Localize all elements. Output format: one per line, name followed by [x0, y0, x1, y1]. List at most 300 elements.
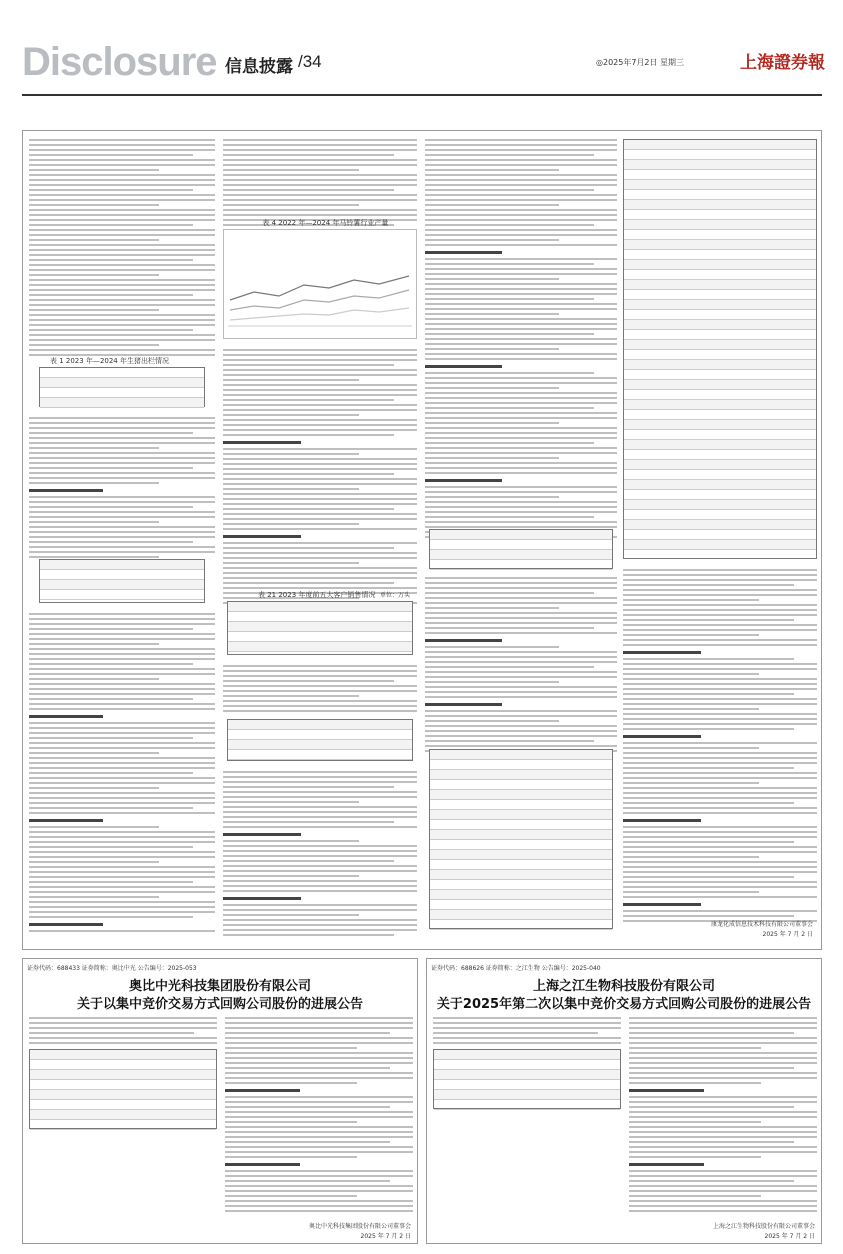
- table-row: [624, 210, 816, 220]
- text-line: [223, 572, 417, 574]
- text-line: [223, 359, 417, 361]
- notice-body-right: [225, 1017, 413, 1215]
- text-line: [425, 204, 559, 206]
- text-line: [223, 850, 417, 852]
- text-line: [223, 214, 417, 216]
- text-line: [425, 273, 617, 275]
- text-line: [225, 1072, 413, 1074]
- text-line: [623, 579, 817, 581]
- text-line: [623, 594, 817, 596]
- text-line: [29, 294, 193, 296]
- table-row: [624, 490, 816, 500]
- text-line: [29, 219, 215, 221]
- text-line: [29, 254, 215, 256]
- text-line: [29, 344, 159, 346]
- notice-left: [22, 958, 418, 1244]
- text-line: [29, 224, 193, 226]
- text-line: [433, 1022, 621, 1024]
- text-line: [223, 349, 417, 351]
- text-block: [425, 139, 617, 541]
- text-line: [623, 772, 817, 774]
- text-line: [223, 419, 417, 421]
- text-line: [425, 462, 617, 464]
- data-table: [39, 357, 205, 407]
- text-line: [425, 632, 617, 634]
- text-line: [29, 521, 159, 523]
- text-line: [223, 547, 394, 549]
- text-line: [29, 683, 215, 685]
- table-row: [624, 300, 816, 310]
- text-line: [29, 164, 215, 166]
- text-line: [29, 541, 193, 543]
- table-row: [624, 400, 816, 410]
- text-line: [223, 552, 417, 554]
- text-line: [223, 919, 417, 921]
- text-line: [623, 871, 817, 873]
- text-line: [223, 695, 359, 697]
- text-line: [225, 1121, 357, 1123]
- text-line: [223, 463, 417, 465]
- text-line: [29, 708, 215, 710]
- text-line: [29, 923, 103, 926]
- text-line: [225, 1111, 413, 1113]
- text-line: [223, 875, 359, 877]
- text-line: [629, 1101, 817, 1103]
- text-line: [623, 688, 817, 690]
- text-line: [623, 658, 794, 660]
- text-line: [29, 1027, 217, 1029]
- text-line: [425, 353, 617, 355]
- text-line: [29, 482, 159, 484]
- text-line: [425, 521, 617, 523]
- text-line: [29, 802, 215, 804]
- notice-code-line: 证券代码：688433 证券简称：奥比中光 公告编号：2025-053: [27, 965, 197, 972]
- text-line: [225, 1210, 413, 1212]
- text-line: [225, 1057, 413, 1059]
- text-line: [225, 1089, 300, 1092]
- text-line: [29, 916, 193, 918]
- text-line: [29, 209, 215, 211]
- notice-body-left: [433, 1017, 621, 1047]
- text-line: [623, 861, 817, 863]
- text-line: [225, 1082, 357, 1084]
- text-line: [29, 767, 215, 769]
- text-line: [223, 542, 417, 544]
- text-line: [223, 518, 417, 520]
- text-line: [29, 432, 193, 434]
- text-line: [425, 472, 617, 474]
- text-line: [223, 424, 417, 426]
- notice-sign-date: 2025 年 7 月 2 日: [360, 1233, 411, 1240]
- table-row: [434, 1050, 620, 1060]
- text-line: [623, 782, 759, 784]
- text-line: [223, 806, 417, 808]
- text-line: [425, 288, 617, 290]
- table-row: [624, 320, 816, 330]
- text-line: [425, 681, 559, 683]
- text-line: [425, 432, 617, 434]
- text-line: [425, 676, 617, 678]
- text-line: [425, 582, 617, 584]
- notice-title: 关于以集中竞价交易方式回购公司股份的进展公告: [76, 997, 363, 1012]
- text-line: [223, 535, 301, 538]
- text-line: [29, 239, 159, 241]
- text-line: [223, 404, 417, 406]
- text-line: [223, 801, 359, 803]
- text-line: [223, 199, 417, 201]
- text-line: [29, 851, 215, 853]
- text-line: [29, 757, 215, 759]
- text-line: [425, 298, 594, 300]
- text-line: [623, 797, 817, 799]
- text-line: [223, 821, 394, 823]
- table-row: [624, 330, 816, 340]
- text-line: [29, 911, 215, 913]
- text-line: [223, 159, 417, 161]
- text-line: [223, 409, 417, 411]
- text-line: [425, 219, 617, 221]
- text-line: [623, 584, 794, 586]
- table-unit: 单位：万头: [379, 592, 410, 599]
- text-line: [29, 249, 215, 251]
- text-line: [425, 365, 502, 368]
- table-row: [624, 160, 816, 170]
- text-line: [425, 740, 594, 742]
- text-line: [425, 179, 617, 181]
- text-line: [629, 1180, 794, 1182]
- text-line: [29, 501, 215, 503]
- table-row: [430, 770, 612, 780]
- text-line: [425, 263, 594, 265]
- text-line: [425, 244, 617, 246]
- text-line: [29, 663, 193, 665]
- text-line: [29, 417, 215, 419]
- text-line: [223, 791, 417, 793]
- text-line: [425, 501, 617, 503]
- text-line: [29, 762, 215, 764]
- date-line: ◎2025年7月2日 星期三: [596, 58, 685, 67]
- text-line: [29, 427, 215, 429]
- text-line: [425, 333, 594, 335]
- text-line: [29, 836, 215, 838]
- table-row: [624, 310, 816, 320]
- masthead: [0, 0, 843, 100]
- text-line: [223, 833, 301, 836]
- text-line: [29, 1017, 217, 1019]
- text-line: [623, 876, 794, 878]
- text-line: [223, 577, 417, 579]
- notice-signature: 上海之江生物科技股份有限公司董事会: [712, 1223, 815, 1230]
- text-line: [223, 885, 417, 887]
- text-line: [425, 268, 617, 270]
- text-line: [29, 688, 215, 690]
- text-line: [623, 812, 817, 814]
- text-line: [29, 896, 159, 898]
- text-line: [425, 184, 617, 186]
- chart-title: 表 4 2022 年—2024 年马铃薯行业产量: [262, 219, 389, 227]
- text-line: [623, 747, 759, 749]
- table-row: [430, 780, 612, 790]
- text-line: [623, 836, 817, 838]
- table-row: [434, 1080, 620, 1090]
- text-line: [223, 914, 359, 916]
- table-row: [624, 230, 816, 240]
- notice-sign-date: 2025 年 7 月 2 日: [764, 1233, 815, 1240]
- text-line: [29, 861, 159, 863]
- text-line: [225, 1175, 413, 1177]
- text-line: [29, 698, 193, 700]
- table-row: [430, 860, 612, 870]
- text-line: [223, 468, 417, 470]
- text-line: [29, 319, 215, 321]
- text-line: [425, 710, 617, 712]
- text-line: [623, 713, 817, 715]
- text-block: [223, 139, 417, 229]
- main-article: [22, 130, 822, 950]
- text-line: [223, 685, 417, 687]
- text-line: [623, 767, 794, 769]
- text-line: [225, 1096, 413, 1098]
- text-line: [425, 348, 559, 350]
- text-line: [223, 816, 417, 818]
- text-line: [629, 1210, 817, 1212]
- article-column-4: [623, 139, 817, 939]
- table-row: [624, 360, 816, 370]
- table-row: [624, 170, 816, 180]
- text-line: [29, 339, 215, 341]
- text-line: [425, 392, 617, 394]
- disclosure-wordmark: Disclosure: [22, 40, 217, 84]
- chart-graphic: [224, 230, 416, 338]
- text-block: [425, 577, 617, 755]
- notice-body-right: [629, 1017, 817, 1215]
- text-line: [29, 772, 193, 774]
- text-line: [425, 526, 617, 528]
- table-row: [624, 430, 816, 440]
- table-row: [30, 1050, 216, 1060]
- text-line: [629, 1042, 817, 1044]
- text-line: [629, 1131, 817, 1133]
- text-line: [425, 214, 617, 216]
- text-line: [29, 876, 215, 878]
- text-line: [623, 735, 701, 738]
- article-column-3: [425, 139, 617, 939]
- text-line: [425, 229, 617, 231]
- text-line: [225, 1185, 413, 1187]
- text-line: [29, 457, 215, 459]
- text-line: [29, 462, 215, 464]
- header-rule: [22, 94, 822, 96]
- text-line: [629, 1111, 817, 1113]
- text-line: [425, 323, 617, 325]
- text-line: [29, 727, 215, 729]
- text-line: [623, 708, 759, 710]
- text-line: [629, 1156, 761, 1158]
- text-line: [29, 722, 215, 724]
- text-line: [29, 643, 159, 645]
- text-line: [223, 826, 417, 828]
- text-line: [425, 358, 617, 360]
- text-line: [223, 473, 394, 475]
- text-line: [223, 414, 359, 416]
- text-line: [425, 283, 617, 285]
- text-line: [29, 174, 215, 176]
- text-line: [223, 139, 417, 141]
- table-row: [624, 240, 816, 250]
- text-line: [623, 589, 817, 591]
- text-line: [425, 607, 559, 609]
- table-row: [30, 1080, 216, 1090]
- text-line: [425, 382, 617, 384]
- text-line: [629, 1141, 794, 1143]
- text-line: [223, 194, 417, 196]
- text-line: [425, 656, 617, 658]
- text-line: [225, 1106, 390, 1108]
- text-line: [223, 562, 359, 564]
- text-line: [29, 881, 193, 883]
- text-line: [29, 633, 215, 635]
- data-table: [39, 559, 205, 603]
- text-line: [425, 735, 617, 737]
- text-line: [29, 442, 215, 444]
- text-line: [425, 258, 617, 260]
- text-line: [29, 732, 215, 734]
- text-line: [425, 639, 502, 642]
- table-row: [624, 380, 816, 390]
- text-line: [425, 486, 617, 488]
- table-row: [624, 290, 816, 300]
- text-line: [623, 639, 817, 641]
- text-line: [29, 856, 215, 858]
- text-line: [425, 467, 617, 469]
- text-line: [225, 1200, 413, 1202]
- text-line: [425, 437, 617, 439]
- text-line: [225, 1136, 413, 1138]
- text-line: [223, 144, 417, 146]
- text-line: [623, 819, 701, 822]
- text-line: [223, 776, 417, 778]
- text-line: [623, 599, 759, 601]
- text-line: [425, 671, 617, 673]
- text-line: [623, 678, 817, 680]
- text-line: [629, 1077, 817, 1079]
- text-line: [29, 1042, 217, 1044]
- text-line: [29, 304, 215, 306]
- text-line: [29, 1037, 217, 1039]
- text-line: [425, 239, 559, 241]
- text-line: [629, 1017, 817, 1019]
- text-line: [225, 1170, 413, 1172]
- text-line: [29, 628, 193, 630]
- table-row: [624, 520, 816, 530]
- text-line: [223, 458, 417, 460]
- text-line: [225, 1116, 413, 1118]
- notice-title: 关于2025年第二次以集中竞价交易方式回购公司股份的进展公告: [436, 997, 812, 1012]
- table-caption: 表 21 2023 年度前五大客户销售情况: [258, 591, 376, 599]
- text-line: [425, 397, 617, 399]
- table-row: [30, 1060, 216, 1070]
- text-line: [225, 1067, 390, 1069]
- text-line: [29, 901, 215, 903]
- text-line: [425, 144, 617, 146]
- text-line: [629, 1022, 817, 1024]
- text-line: [629, 1072, 817, 1074]
- text-line: [623, 624, 817, 626]
- text-line: [29, 715, 103, 718]
- text-line: [623, 569, 817, 571]
- text-line: [623, 841, 794, 843]
- table-row: [624, 420, 816, 430]
- text-line: [623, 604, 817, 606]
- text-line: [223, 567, 417, 569]
- page-number: /34: [298, 52, 322, 71]
- notice-table: [29, 1049, 217, 1129]
- text-line: [629, 1096, 817, 1098]
- text-line: [425, 154, 594, 156]
- table-row: [624, 440, 816, 450]
- table-row: [624, 410, 816, 420]
- text-line: [623, 728, 794, 730]
- article-signature: 康龙化成信息技术科技有限公司董事会: [710, 921, 813, 928]
- text-line: [623, 881, 817, 883]
- chart-series-3: [230, 308, 409, 320]
- text-line: [223, 488, 359, 490]
- text-line: [425, 646, 559, 648]
- text-line: [29, 777, 215, 779]
- text-line: [29, 906, 215, 908]
- text-block: [223, 771, 417, 939]
- text-line: [425, 725, 617, 727]
- table-row: [624, 450, 816, 460]
- text-line: [425, 174, 617, 176]
- text-line: [425, 612, 617, 614]
- text-line: [29, 264, 215, 266]
- text-line: [425, 199, 617, 201]
- text-line: [225, 1062, 413, 1064]
- data-table: [227, 719, 413, 761]
- text-line: [425, 169, 559, 171]
- table-row: [434, 1100, 620, 1110]
- text-line: [29, 496, 215, 498]
- text-line: [29, 623, 215, 625]
- text-line: [225, 1205, 413, 1207]
- text-line: [623, 609, 817, 611]
- text-line: [223, 934, 394, 936]
- text-line: [425, 745, 617, 747]
- text-line: [629, 1037, 817, 1039]
- text-line: [225, 1042, 413, 1044]
- text-line: [425, 666, 594, 668]
- article-column-2: [223, 139, 417, 939]
- text-line: [223, 870, 417, 872]
- text-line: [425, 447, 617, 449]
- table-row: [624, 350, 816, 360]
- text-line: [29, 658, 215, 660]
- text-line: [425, 251, 502, 254]
- text-line: [623, 866, 817, 868]
- table-row: [430, 800, 612, 810]
- text-line: [629, 1175, 817, 1177]
- text-line: [623, 723, 817, 725]
- text-line: [29, 782, 215, 784]
- text-line: [629, 1062, 817, 1064]
- text-block: [223, 349, 417, 607]
- text-line: [223, 675, 417, 677]
- table-row: [430, 760, 612, 770]
- text-line: [425, 602, 617, 604]
- text-line: [433, 1042, 621, 1044]
- text-line: [425, 189, 594, 191]
